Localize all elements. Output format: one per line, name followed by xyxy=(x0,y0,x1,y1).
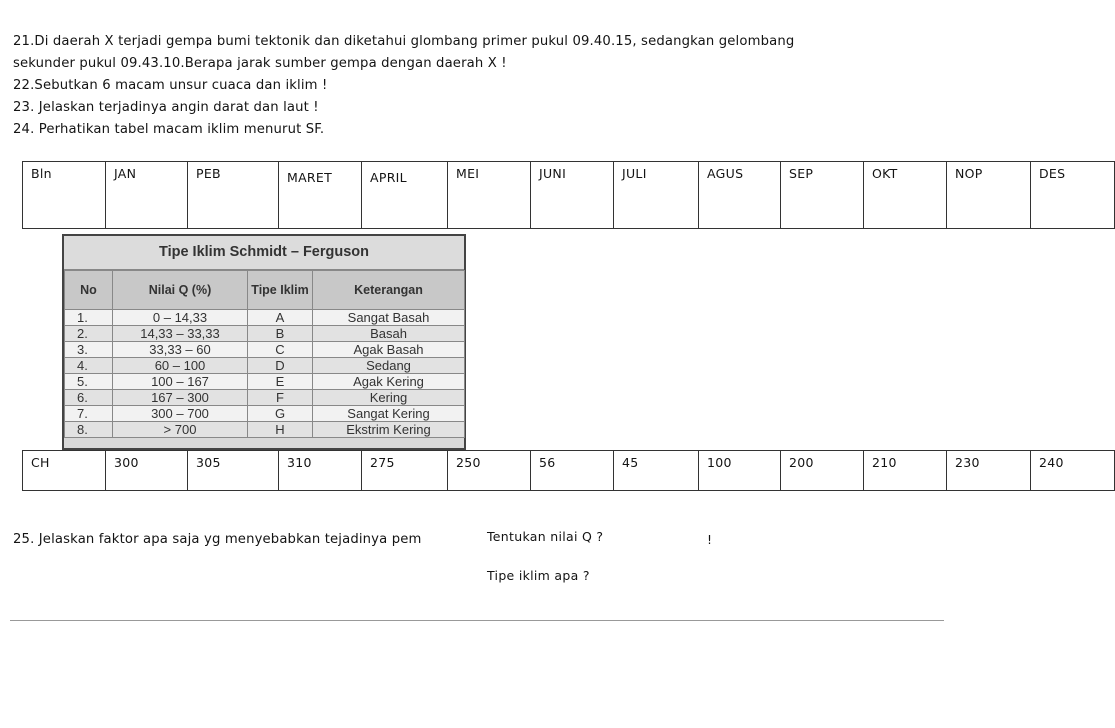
month-cell: MEI xyxy=(448,162,531,229)
sf-no: 6. xyxy=(65,390,113,406)
sf-row xyxy=(65,310,465,326)
ch-cell: 100 xyxy=(699,451,781,491)
question-25: 25. Jelaskan faktor apa saja yg menyebabkan tejadinya pem xyxy=(13,532,422,547)
question-21-line-1: 21.Di daerah X terjadi gempa bumi tektonik dan diketahui glombang primer pukul 09.40.15, sedangkan gelombang xyxy=(13,34,795,49)
month-cell: OKT xyxy=(864,162,947,229)
month-cell: NOP xyxy=(947,162,1031,229)
month-cell: JAN xyxy=(106,162,188,229)
question-21-line-2: sekunder pukul 09.43.10.Berapa jarak sumber gempa dengan daerah X ! xyxy=(13,56,507,71)
sf-tipe: H xyxy=(248,422,313,438)
sf-tipe: C xyxy=(248,342,313,358)
sf-tipe: E xyxy=(248,374,313,390)
month-cell: APRIL xyxy=(362,162,448,229)
ch-cell: 300 xyxy=(106,451,188,491)
ch-cell: 56 xyxy=(531,451,614,491)
sf-keterangan: Ekstrim Kering xyxy=(313,422,465,438)
sf-row xyxy=(65,358,465,374)
sf-keterangan: Agak Basah xyxy=(313,342,465,358)
note-tipe-iklim: Tipe iklim apa ? xyxy=(487,568,590,583)
sf-no: 3. xyxy=(65,342,113,358)
sf-row xyxy=(65,406,465,422)
ch-cell: 200 xyxy=(781,451,864,491)
sf-tipe: G xyxy=(248,406,313,422)
sf-row xyxy=(65,326,465,342)
sf-keterangan: Sangat Kering xyxy=(313,406,465,422)
question-22: 22.Sebutkan 6 macam unsur cuaca dan iklim ! xyxy=(13,78,328,93)
schmidt-ferguson-table xyxy=(62,234,466,450)
sf-header-tipe: Tipe Iklim xyxy=(248,271,313,310)
month-row xyxy=(23,162,1115,229)
ch-cell: 230 xyxy=(947,451,1031,491)
sf-keterangan: Sedang xyxy=(313,358,465,374)
sf-nilai-q: > 700 xyxy=(113,422,248,438)
ch-cell: 210 xyxy=(864,451,947,491)
bottom-divider xyxy=(10,620,944,621)
sf-tipe: B xyxy=(248,326,313,342)
sf-nilai-q: 167 – 300 xyxy=(113,390,248,406)
month-cell: AGUS xyxy=(699,162,781,229)
sf-table-title: Tipe Iklim Schmidt – Ferguson xyxy=(64,236,464,270)
month-cell: JUNI xyxy=(531,162,614,229)
ch-cell: 310 xyxy=(279,451,362,491)
sf-no: 7. xyxy=(65,406,113,422)
sf-nilai-q: 100 – 167 xyxy=(113,374,248,390)
ch-cell: 305 xyxy=(188,451,279,491)
sf-keterangan: Basah xyxy=(313,326,465,342)
month-cell: DES xyxy=(1031,162,1115,229)
sf-no: 2. xyxy=(65,326,113,342)
sf-no: 5. xyxy=(65,374,113,390)
sf-row xyxy=(65,390,465,406)
ch-cell: 45 xyxy=(614,451,699,491)
sf-nilai-q: 60 – 100 xyxy=(113,358,248,374)
sf-keterangan: Agak Kering xyxy=(313,374,465,390)
sf-keterangan: Sangat Basah xyxy=(313,310,465,326)
question-23: 23. Jelaskan terjadinya angin darat dan laut ! xyxy=(13,100,319,115)
sf-grid xyxy=(64,270,465,438)
sf-nilai-q: 300 – 700 xyxy=(113,406,248,422)
month-cell: PEB xyxy=(188,162,279,229)
sf-nilai-q: 14,33 – 33,33 xyxy=(113,326,248,342)
sf-tipe: A xyxy=(248,310,313,326)
month-table xyxy=(22,161,1115,229)
note-tentukan-q: Tentukan nilai Q ? xyxy=(487,529,604,544)
ch-cell: 275 xyxy=(362,451,448,491)
sf-nilai-q: 0 – 14,33 xyxy=(113,310,248,326)
ch-cell: 250 xyxy=(448,451,531,491)
ch-cell: 240 xyxy=(1031,451,1115,491)
sf-header-no: No xyxy=(65,271,113,310)
ch-header-cell: CH xyxy=(23,451,106,491)
ch-table xyxy=(22,450,1115,491)
month-cell: JULI xyxy=(614,162,699,229)
sf-header-row xyxy=(65,271,465,310)
sf-keterangan: Kering xyxy=(313,390,465,406)
sf-tipe: F xyxy=(248,390,313,406)
sf-tipe: D xyxy=(248,358,313,374)
month-cell: SEP xyxy=(781,162,864,229)
sf-no: 8. xyxy=(65,422,113,438)
sf-header-nilai-q: Nilai Q (%) xyxy=(113,271,248,310)
sf-nilai-q: 33,33 – 60 xyxy=(113,342,248,358)
sf-row xyxy=(65,422,465,438)
question-24: 24. Perhatikan tabel macam iklim menurut SF. xyxy=(13,122,325,137)
ch-row xyxy=(23,451,1115,491)
sf-header-keterangan: Keterangan xyxy=(313,271,465,310)
month-header-cell: Bln xyxy=(23,162,106,229)
sf-row xyxy=(65,342,465,358)
note-exclaim: ! xyxy=(707,532,713,547)
sf-row xyxy=(65,374,465,390)
sf-no: 4. xyxy=(65,358,113,374)
sf-no: 1. xyxy=(65,310,113,326)
month-cell: MARET xyxy=(279,162,362,229)
